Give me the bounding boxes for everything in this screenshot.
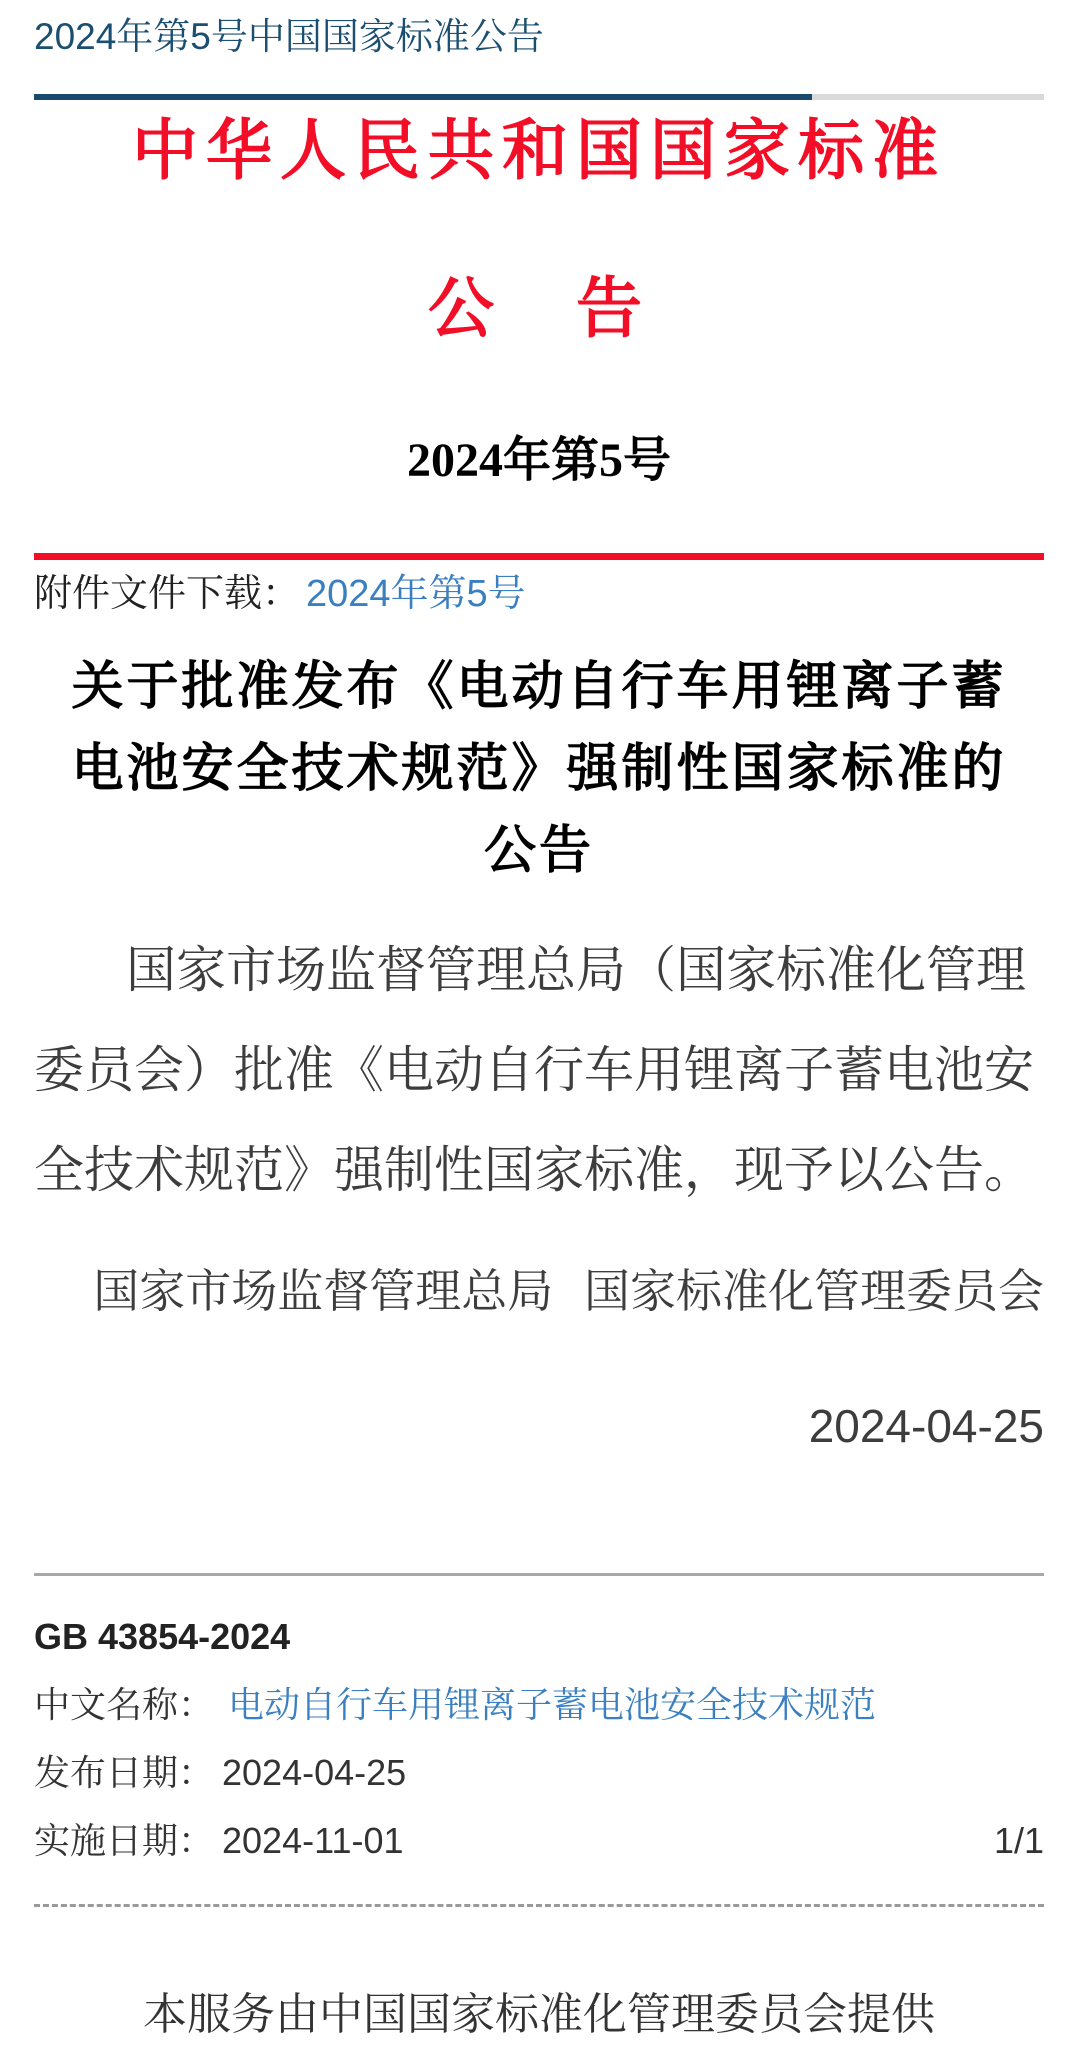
title-underline-light-segment <box>812 94 1044 100</box>
title-underline-dark-segment <box>34 94 812 100</box>
notice-title-line1: 关于批准发布《电动自行车用锂离子蓄 <box>71 658 1007 716</box>
issuing-authorities-signature: 国家市场监督管理总局 国家标准化管理委员会 <box>93 1265 1044 1317</box>
notice-body-line2: 委员会）批准《电动自行车用锂离子蓄电池安 <box>34 1042 1034 1098</box>
notice-body-line1: 国家市场监督管理总局（国家标准化管理 <box>126 942 1026 998</box>
national-standard-title-line2: 公 告 <box>428 271 650 345</box>
announcement-top-link[interactable]: 2024年第5号中国国家标准公告 <box>34 16 544 57</box>
implement-date-row <box>34 1817 1044 1865</box>
announcement-date: 2024-04-25 <box>808 1400 1044 1452</box>
publish-date-row <box>34 1749 1044 1797</box>
national-standard-title-line1: 中华人民共和国国家标准 <box>132 113 946 187</box>
page-indicator: 1/1 <box>993 1820 1044 1861</box>
service-provider-footer: 本服务由中国国家标准化管理委员会提供 <box>143 1990 935 2039</box>
implement-date-value: 2024-11-01 <box>222 1820 404 1861</box>
standard-code: GB 43854-2024 <box>34 1616 291 1657</box>
notice-title-line3: 公告 <box>483 822 594 880</box>
attachment-label: 附件文件下载： <box>34 573 301 615</box>
notice-body-paragraph <box>34 920 1044 1220</box>
standard-name-row <box>34 1681 1044 1729</box>
publish-date-value: 2024-04-25 <box>222 1752 407 1793</box>
notice-title <box>34 646 1044 892</box>
standard-name-link[interactable]: 电动自行车用锂离子蓄电池安全技术规范 <box>228 1684 877 1725</box>
implement-date-label: 实施日期： <box>34 1820 215 1861</box>
dashed-divider <box>34 1904 1044 1907</box>
notice-body-line3: 全技术规范》强制性国家标准，现予以公告。 <box>34 1142 1034 1198</box>
title-underline <box>34 94 1044 100</box>
attachment-row <box>34 568 1044 620</box>
section-divider <box>34 1573 1044 1576</box>
chinese-name-label: 中文名称： <box>34 1684 215 1725</box>
red-divider <box>34 553 1044 560</box>
attachment-download-link[interactable]: 2024年第5号 <box>306 573 526 615</box>
issue-number: 2024年第5号 <box>406 434 671 487</box>
publish-date-label: 发布日期： <box>34 1752 215 1793</box>
notice-title-line2: 电池安全技术规范》强制性国家标准的 <box>71 740 1007 798</box>
breadcrumb <box>34 0 1044 60</box>
